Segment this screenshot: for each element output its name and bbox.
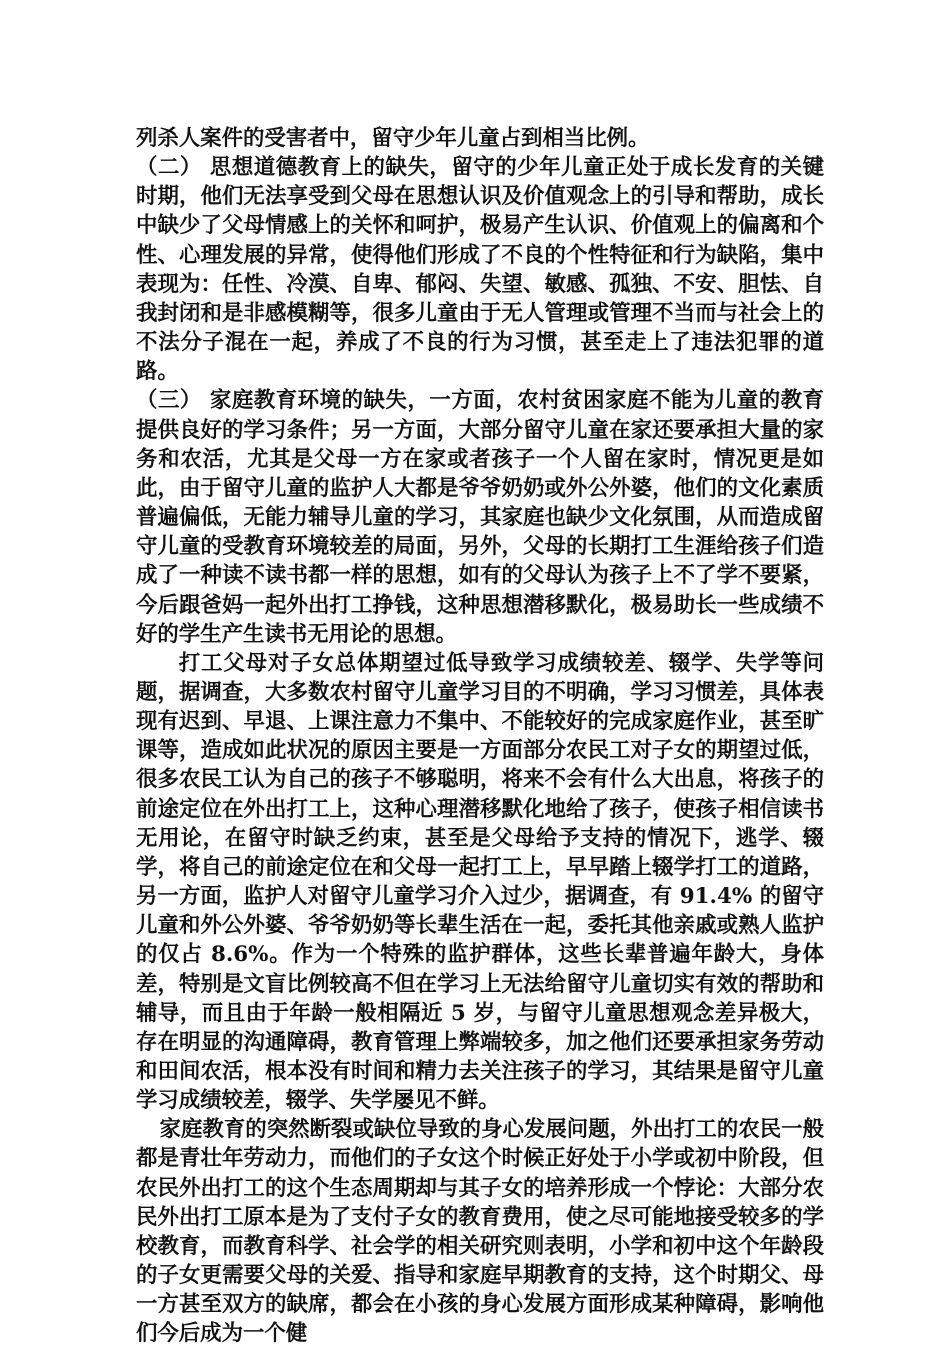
paragraph-low-expectations: 打工父母对子女总体期望过低导致学习成绩较差、辍学、失学等问题，据调查，大多数农村留守儿童学习目的不明确，学习习惯差，具体表现有迟到、早退、上课注意力不集中、不能较好的完成家庭作业，甚至旷课等，造成如此状况的原因主要是一方面部分农民工对子女的期望过低，很多农民工认为自己的孩子不够聪明，将来不会有什么大出息，将孩子的前途定位在外出打工上，这种心理潜移默化地给了孩子，使孩子相信读书无用论，在留守时缺乏约束，甚至是父母给予支持的情况下，逃学、辍学，将自己的前途定位在和父母一起打工上，早早踏上辍学打工的道路，另一方面，监护人对留守儿童学习介入过少，据调查，有 91.4% 的留守儿童和外公外婆、爷爷奶奶等长辈生活在一起，委托其他亲戚或熟人监护的仅占 8.6%。作为一个特殊的监护群体，这些长辈普遍年龄大，身体差，特别是文盲比例较高不但在学习上无法给留守儿童切实有效的帮助和辅导，而且由于年龄一般相隔近 5 岁，与留守儿童思想观念差异极大，存在明显的沟通障碍，教育管理上弊端较多，加之他们还要承担家务劳动和田间农活，根本没有时间和精力去关注孩子的学习，其结果是留守儿童学习成绩较差，辍学、失学屡见不鲜。 — [136, 650, 824, 1114]
paragraph-development-issues: 家庭教育的突然断裂或缺位导致的身心发展问题，外出打工的农民一般都是青壮年劳动力，而他们的子女这个时候正好处于小学或初中阶段，但农民外出打工的这个生态周期却与其子女的培养形成一个悖论：大部分农民外出打工原本是为了支付子女的教育费用，使之尽可能地接受较多的学校教育，而教育科学、社会学的相关研究则表明，小学和初中这个年龄段的子女更需要父母的关爱、指导和家庭早期教育的支持，这个时期父、母一方甚至双方的缺席，都会在小孩的身心发展方面形成某种障碍，影响他们今后成为一个健 — [136, 1117, 824, 1347]
document-body — [136, 124, 824, 1349]
paragraph-family-environment: （三） 家庭教育环境的缺失，一方面，农村贫困家庭不能为儿童的教育提供良好的学习条件；另一方面，大部分留守儿童在家还要承担大量的家务和农活，尤其是父母一方在家或者孩子一个人留在家时，情况更是如此，由于留守儿童的监护人大都是爷爷奶奶或外公外婆，他们的文化素质普遍偏低，无能力辅导儿童的学习，其家庭也缺少文化氛围，从而造成留守儿童的受教育环境较差的局面，另外，父母的长期打工生涯给孩子们造成了一种读不读书都一样的思想，如有的父母认为孩子上不了学不要紧，今后跟爸妈一起外出打工挣钱，这种思想潜移默化，极易助长一些成绩不好的学生产生读书无用论的思想。 — [136, 388, 824, 647]
paragraph-moral-education: （二） 思想道德教育上的缺失，留守的少年儿童正处于成长发育的关键时期，他们无法享受到父母在思想认识及价值观念上的引导和帮助，成长中缺少了父母情感上的关怀和呵护，极易产生认识、价值观上的偏离和个性、心理发展的异常，使得他们形成了不良的个性特征和行为缺陷，集中表现为：任性、冷漠、自卑、郁闷、失望、敏感、孤独、不安、胆怯、自我封闭和是非感模糊等，很多儿童由于无人管理或管理不当而与社会上的不法分子混在一起，养成了不良的行为习惯，甚至走上了违法犯罪的道路。 — [136, 155, 824, 385]
paragraph-case-victims: 列杀人案件的受害者中，留守少年儿童占到相当比例。 — [136, 126, 650, 151]
